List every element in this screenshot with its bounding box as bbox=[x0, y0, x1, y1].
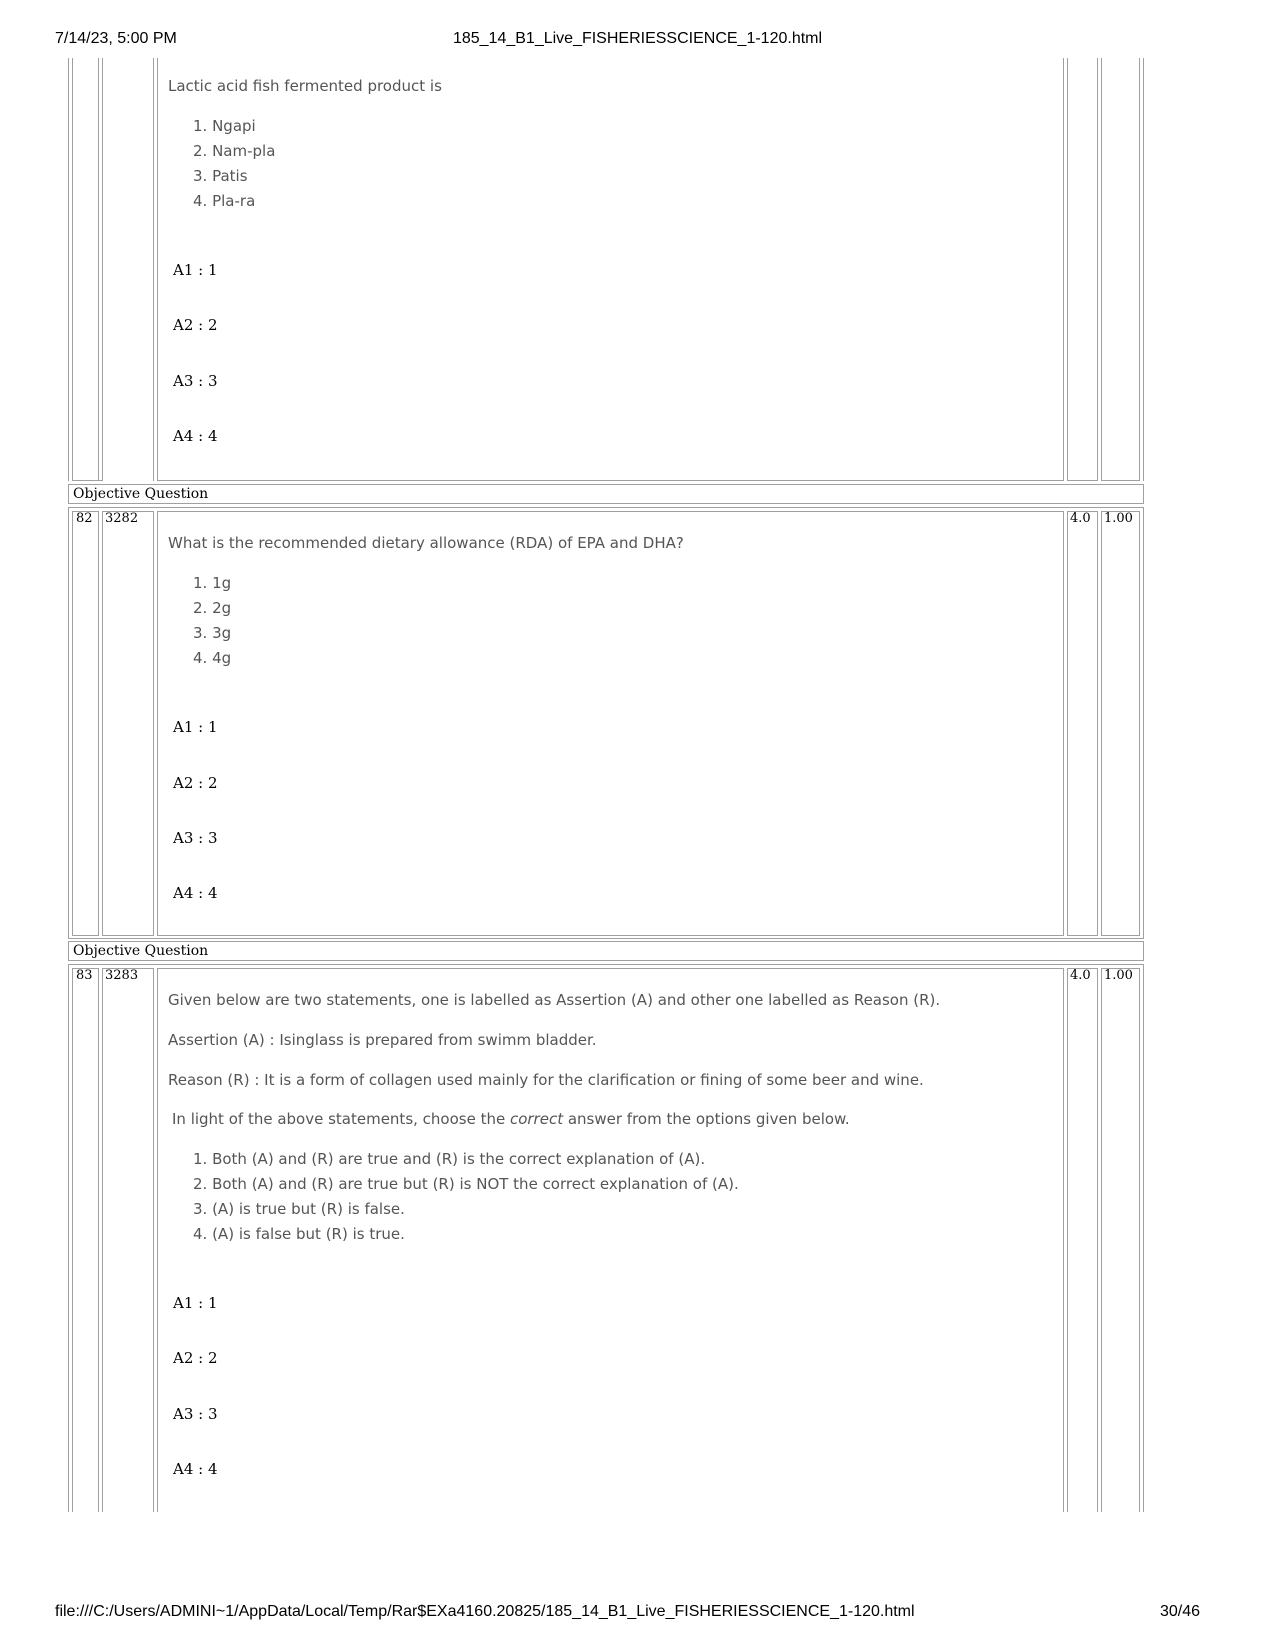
answer-3: A3 : 3 bbox=[173, 829, 218, 847]
options-list bbox=[193, 114, 275, 214]
answer-1: A1 : 1 bbox=[173, 1294, 218, 1312]
print-title: 185_14_B1_Live_FISHERIESSCIENCE_1-120.html bbox=[452, 30, 823, 47]
option-3: 3. (A) is true but (R) is false. bbox=[193, 1200, 405, 1218]
option-1: 1. Both (A) and (R) are true and (R) is the correct explanation of (A). bbox=[193, 1150, 706, 1168]
answer-4: A4 : 4 bbox=[173, 884, 218, 902]
question-text: What is the recommended dietary allowance (RDA) of EPA and DHA? bbox=[168, 534, 684, 552]
option-3: 3. 3g bbox=[193, 624, 232, 642]
answer-4: A4 : 4 bbox=[173, 1460, 218, 1478]
answer-3: A3 : 3 bbox=[173, 372, 218, 390]
option-2: 2. Both (A) and (R) are true but (R) is NOT the correct explanation of (A). bbox=[193, 1175, 739, 1193]
question-id: 3283 bbox=[105, 968, 139, 983]
option-1: 1. Ngapi bbox=[193, 117, 256, 135]
question-number: 83 bbox=[76, 968, 93, 983]
negative-marks: 1.00 bbox=[1104, 968, 1133, 983]
options-list bbox=[193, 571, 231, 671]
question-marks: 4.0 bbox=[1070, 511, 1091, 526]
option-2: 2. Nam-pla bbox=[193, 142, 276, 160]
instruction-text bbox=[172, 1110, 1072, 1128]
reason-text: Reason (R) : It is a form of collagen used mainly for the clarification or fining of some beer and wine. bbox=[168, 1071, 924, 1089]
options-list bbox=[193, 1147, 739, 1247]
answer-4: A4 : 4 bbox=[173, 427, 218, 445]
answer-2: A2 : 2 bbox=[173, 316, 218, 334]
question-intro: Given below are two statements, one is labelled as Assertion (A) and other one labelled as Reason (R). bbox=[168, 991, 941, 1009]
print-datetime: 7/14/23, 5:00 PM bbox=[55, 30, 177, 47]
option-4: 4. (A) is false but (R) is true. bbox=[193, 1225, 405, 1243]
option-4: 4. Pla-ra bbox=[193, 192, 256, 210]
section-label: Objective Question bbox=[73, 943, 209, 959]
instruction-pre: In light of the above statements, choose the bbox=[172, 1110, 510, 1128]
answer-1: A1 : 1 bbox=[173, 261, 218, 279]
negative-marks: 1.00 bbox=[1104, 511, 1133, 526]
answer-3: A3 : 3 bbox=[173, 1405, 218, 1423]
instruction-post: answer from the options given below. bbox=[563, 1110, 850, 1128]
option-4: 4. 4g bbox=[193, 649, 232, 667]
question-marks: 4.0 bbox=[1070, 968, 1091, 983]
answer-2: A2 : 2 bbox=[173, 1349, 218, 1367]
option-2: 2. 2g bbox=[193, 599, 232, 617]
answer-1: A1 : 1 bbox=[173, 718, 218, 736]
section-label: Objective Question bbox=[73, 486, 209, 502]
assertion-text: Assertion (A) : Isinglass is prepared from swimm bladder. bbox=[168, 1031, 597, 1049]
question-number: 82 bbox=[76, 511, 93, 526]
option-1: 1. 1g bbox=[193, 574, 232, 592]
question-id: 3282 bbox=[105, 511, 139, 526]
option-3: 3. Patis bbox=[193, 167, 248, 185]
instruction-emphasis: correct bbox=[509, 1110, 564, 1128]
print-file-path: file:///C:/Users/ADMINI~1/AppData/Local/Temp/Rar$EXa4160.20825/185_14_B1_Live_FISHERIESSCIENCE_1-120.html bbox=[55, 1603, 915, 1620]
answer-2: A2 : 2 bbox=[173, 774, 218, 792]
question-text: Lactic acid fish fermented product is bbox=[168, 77, 442, 95]
page-number: 30/46 bbox=[1159, 1603, 1200, 1620]
